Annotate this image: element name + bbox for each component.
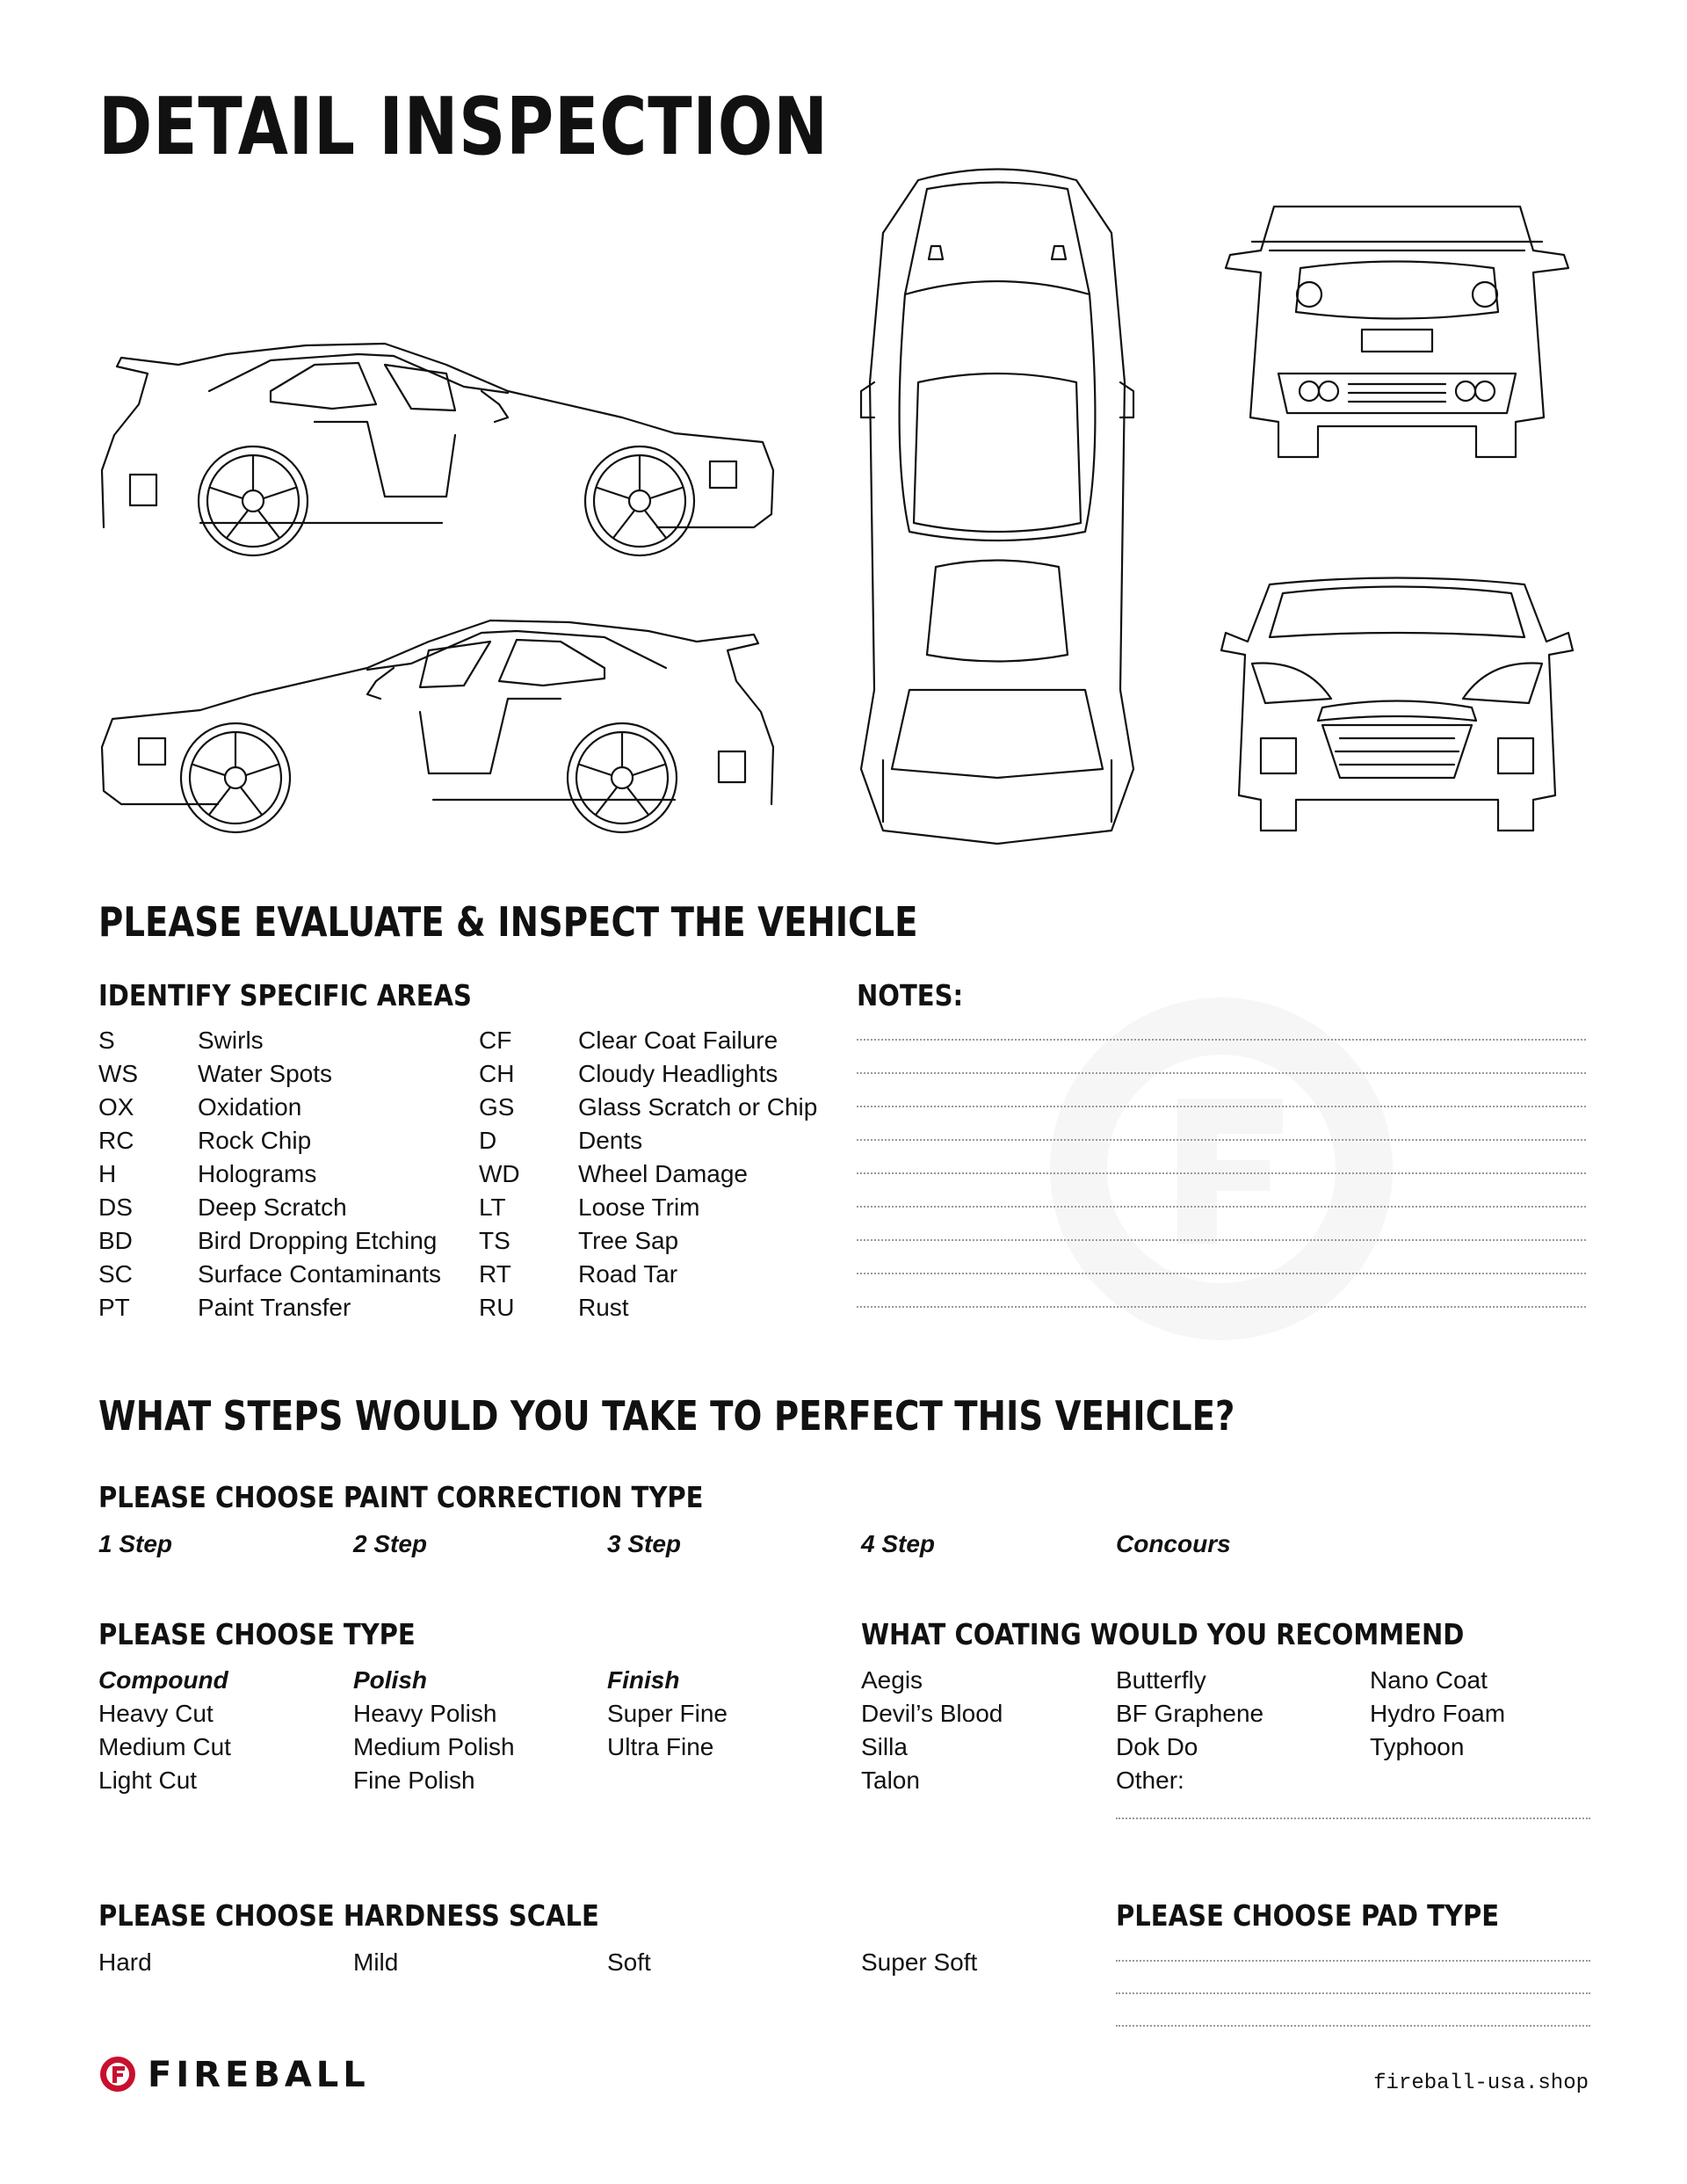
- area-code: RT: [479, 1260, 511, 1288]
- area-code: RC: [98, 1127, 134, 1154]
- type-option[interactable]: Medium Polish: [353, 1733, 515, 1760]
- area-code: S: [98, 1027, 115, 1054]
- coating-heading: WHAT COATING WOULD YOU RECOMMEND: [861, 1617, 1465, 1651]
- page-title: DETAIL INSPECTION: [98, 81, 829, 173]
- area-code: LT: [479, 1194, 506, 1221]
- type-option[interactable]: Medium Cut: [98, 1733, 231, 1760]
- footer-url[interactable]: fireball-usa.shop: [1373, 2072, 1589, 2095]
- coating-option[interactable]: Dok Do: [1116, 1733, 1198, 1760]
- area-label: Road Tar: [578, 1260, 678, 1288]
- type-option[interactable]: Super Fine: [607, 1700, 728, 1727]
- notes-line[interactable]: [857, 1239, 1586, 1241]
- notes-line[interactable]: [857, 1172, 1586, 1174]
- area-label: Water Spots: [198, 1060, 333, 1087]
- area-label: Tree Sap: [578, 1227, 679, 1254]
- area-code: CF: [479, 1027, 512, 1054]
- coating-option[interactable]: Devil’s Blood: [861, 1700, 1003, 1727]
- brand-name: FIREBALL: [148, 2055, 370, 2095]
- area-label: Clear Coat Failure: [578, 1027, 778, 1054]
- notes-line[interactable]: [857, 1039, 1586, 1041]
- area-code: TS: [479, 1227, 510, 1254]
- area-label: Rust: [578, 1294, 629, 1321]
- area-label: Oxidation: [198, 1093, 302, 1121]
- car-side-view-left: [95, 338, 780, 562]
- area-code: GS: [479, 1093, 515, 1121]
- coating-option[interactable]: Nano Coat: [1370, 1666, 1488, 1694]
- area-code: WS: [98, 1060, 139, 1087]
- coating-option[interactable]: Silla: [861, 1733, 908, 1760]
- pad-line[interactable]: [1116, 2025, 1590, 2027]
- area-label: Rock Chip: [198, 1127, 312, 1154]
- car-side-view-right: [95, 615, 780, 839]
- type-option[interactable]: Fine Polish: [353, 1767, 475, 1794]
- area-code: D: [479, 1127, 497, 1154]
- area-label: Bird Dropping Etching: [198, 1227, 438, 1254]
- coating-option[interactable]: Talon: [861, 1767, 920, 1794]
- area-code: H: [98, 1160, 117, 1187]
- area-label: Deep Scratch: [198, 1194, 347, 1221]
- area-code: OX: [98, 1093, 134, 1121]
- correction-option[interactable]: 3 Step: [607, 1530, 682, 1557]
- area-label: Swirls: [198, 1027, 264, 1054]
- pad-line[interactable]: [1116, 1960, 1590, 1962]
- hardness-option[interactable]: Mild: [353, 1948, 399, 1976]
- notes-line[interactable]: [857, 1206, 1586, 1208]
- notes-line[interactable]: [857, 1273, 1586, 1274]
- coating-option[interactable]: BF Graphene: [1116, 1700, 1264, 1727]
- fireball-logo-icon: [98, 2055, 137, 2093]
- area-code: WD: [479, 1160, 520, 1187]
- area-code: RU: [479, 1294, 515, 1321]
- area-label: Surface Contaminants: [198, 1260, 442, 1288]
- area-label: Loose Trim: [578, 1194, 700, 1221]
- other-coating-line[interactable]: [1116, 1818, 1590, 1819]
- type-option[interactable]: Heavy Polish: [353, 1700, 497, 1727]
- type-column-header: Polish: [353, 1666, 428, 1694]
- type-option[interactable]: Heavy Cut: [98, 1700, 214, 1727]
- coating-option[interactable]: Hydro Foam: [1370, 1700, 1506, 1727]
- watermark-logo-icon: [1046, 993, 1397, 1345]
- steps-heading: WHAT STEPS WOULD YOU TAKE TO PERFECT THIS VEHICLE?: [98, 1392, 1235, 1440]
- notes-line[interactable]: [857, 1072, 1586, 1074]
- correction-option[interactable]: Concours: [1116, 1530, 1231, 1557]
- car-rear-view: [1217, 198, 1577, 466]
- correction-option[interactable]: 1 Step: [98, 1530, 173, 1557]
- coating-option[interactable]: Butterfly: [1116, 1666, 1206, 1694]
- pad-heading: PLEASE CHOOSE PAD TYPE: [1116, 1898, 1500, 1933]
- evaluate-heading: PLEASE EVALUATE & INSPECT THE VEHICLE: [98, 898, 918, 946]
- area-code: BD: [98, 1227, 133, 1254]
- correction-option[interactable]: 2 Step: [353, 1530, 428, 1557]
- area-code: CH: [479, 1060, 515, 1087]
- pad-line[interactable]: [1116, 1992, 1590, 1994]
- notes-line[interactable]: [857, 1106, 1586, 1107]
- area-label: Wheel Damage: [578, 1160, 748, 1187]
- car-top-view: [857, 163, 1138, 848]
- area-label: Dents: [578, 1127, 643, 1154]
- area-code: DS: [98, 1194, 133, 1221]
- type-column-header: Finish: [607, 1666, 680, 1694]
- car-front-view: [1217, 567, 1577, 835]
- hardness-option[interactable]: Soft: [607, 1948, 651, 1976]
- type-option[interactable]: Light Cut: [98, 1767, 198, 1794]
- areas-heading: IDENTIFY SPECIFIC AREAS: [98, 978, 472, 1012]
- hardness-option[interactable]: Super Soft: [861, 1948, 978, 1976]
- hardness-heading: PLEASE CHOOSE HARDNESS SCALE: [98, 1898, 599, 1933]
- type-heading: PLEASE CHOOSE TYPE: [98, 1617, 416, 1651]
- area-code: PT: [98, 1294, 130, 1321]
- correction-heading: PLEASE CHOOSE PAINT CORRECTION TYPE: [98, 1480, 704, 1514]
- correction-option[interactable]: 4 Step: [861, 1530, 936, 1557]
- type-column-header: Compound: [98, 1666, 228, 1694]
- notes-line[interactable]: [857, 1139, 1586, 1141]
- notes-line[interactable]: [857, 1306, 1586, 1308]
- area-label: Paint Transfer: [198, 1294, 351, 1321]
- area-label: Glass Scratch or Chip: [578, 1093, 818, 1121]
- coating-option-other[interactable]: Other:: [1116, 1767, 1184, 1794]
- area-label: Holograms: [198, 1160, 317, 1187]
- area-code: SC: [98, 1260, 133, 1288]
- notes-heading: NOTES:: [857, 978, 964, 1012]
- area-label: Cloudy Headlights: [578, 1060, 778, 1087]
- type-option[interactable]: Ultra Fine: [607, 1733, 714, 1760]
- coating-option[interactable]: Typhoon: [1370, 1733, 1465, 1760]
- hardness-option[interactable]: Hard: [98, 1948, 152, 1976]
- coating-option[interactable]: Aegis: [861, 1666, 923, 1694]
